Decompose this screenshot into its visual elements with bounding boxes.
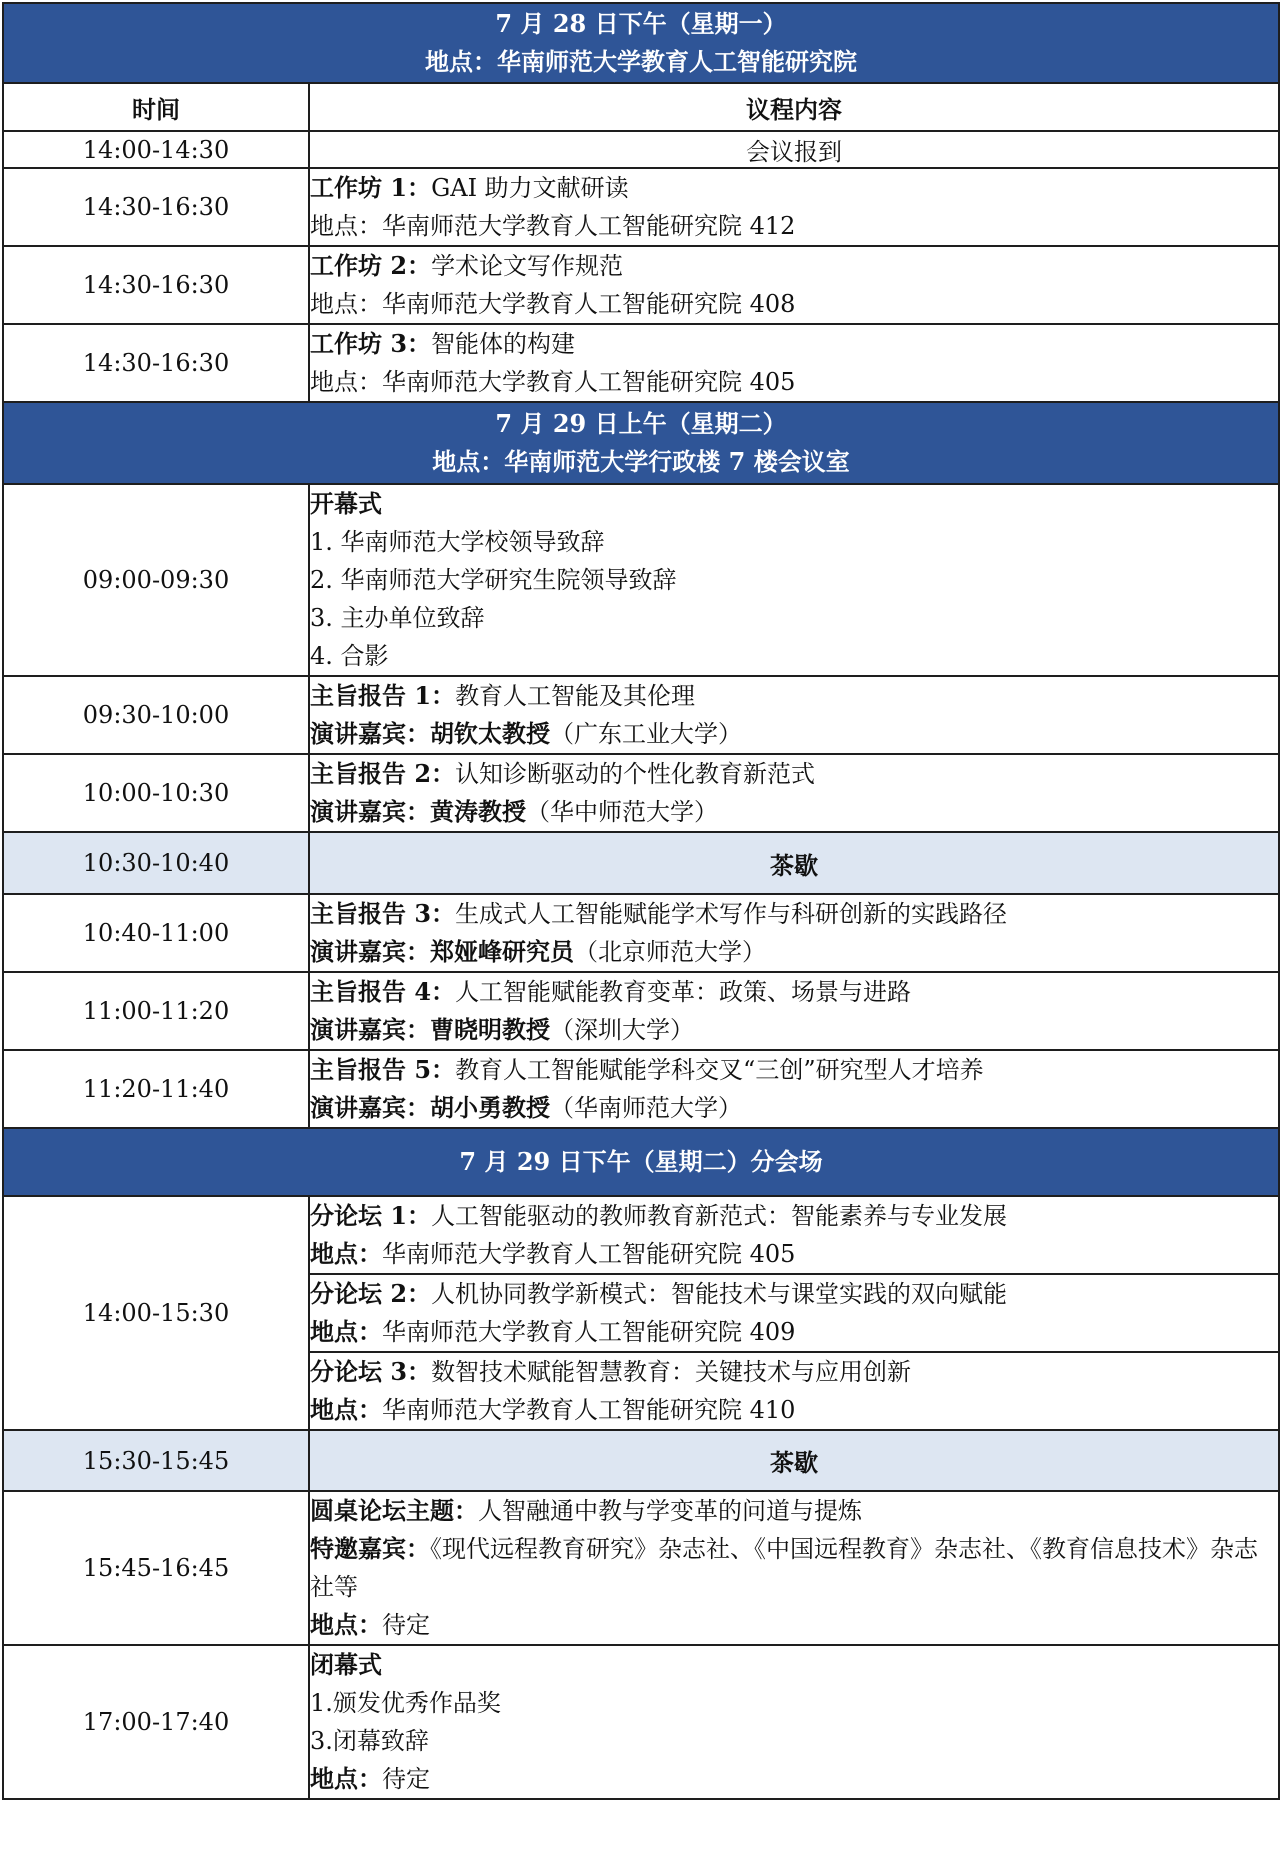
list-item: 4. 合影 bbox=[310, 642, 389, 670]
table-row bbox=[3, 131, 1279, 168]
item-topic: 人智融通中教与学变革的问道与提炼 bbox=[478, 1497, 862, 1525]
agenda-cell bbox=[309, 246, 1279, 324]
location-label: 地点： bbox=[310, 1764, 382, 1793]
table-row bbox=[3, 894, 1279, 972]
table-row bbox=[3, 1196, 1279, 1274]
tea-break-row bbox=[3, 1430, 1279, 1491]
time-cell: 11:20-11:40 bbox=[3, 1050, 309, 1128]
table-row bbox=[3, 972, 1279, 1050]
item-topic: 生成式人工智能赋能学术写作与科研创新的实践路径 bbox=[455, 900, 1008, 928]
location-label: 地点： bbox=[310, 1317, 382, 1346]
agenda-cell bbox=[309, 1645, 1279, 1799]
table-row bbox=[3, 1645, 1279, 1799]
agenda-cell bbox=[309, 972, 1279, 1050]
item-label: 工作坊 1： bbox=[310, 173, 432, 202]
time-cell: 14:00-14:30 bbox=[3, 131, 309, 168]
list-item: 2. 华南师范大学研究生院领导致辞 bbox=[310, 566, 677, 594]
agenda-cell bbox=[309, 324, 1279, 402]
time-cell: 11:00-11:20 bbox=[3, 972, 309, 1050]
location-value: 待定 bbox=[382, 1611, 430, 1639]
section-location: 地点：华南师范大学教育人工智能研究院 bbox=[425, 47, 857, 76]
time-cell: 15:45-16:45 bbox=[3, 1491, 309, 1645]
agenda-cell: 茶歇 bbox=[309, 832, 1279, 894]
table-row bbox=[3, 1491, 1279, 1645]
speaker-label: 演讲嘉宾： bbox=[310, 937, 430, 966]
item-topic: 数智技术赋能智慧教育：关键技术与应用创新 bbox=[431, 1358, 912, 1386]
table-row bbox=[3, 484, 1279, 676]
section-title: 7 月 28 日下午（星期一） bbox=[495, 9, 787, 38]
time-cell: 10:40-11:00 bbox=[3, 894, 309, 972]
location-value: 华南师范大学教育人工智能研究院 405 bbox=[382, 368, 796, 396]
location-value: 华南师范大学教育人工智能研究院 412 bbox=[382, 212, 796, 240]
location-label: 地点： bbox=[310, 290, 382, 318]
time-cell: 09:00-09:30 bbox=[3, 484, 309, 676]
location-value: 华南师范大学教育人工智能研究院 409 bbox=[382, 1318, 796, 1346]
item-topic: 教育人工智能赋能学科交叉“三创”研究型人才培养 bbox=[455, 1056, 984, 1084]
section-title: 7 月 29 日下午（星期二）分会场 bbox=[459, 1147, 823, 1176]
speaker-name: 郑娅峰研究员 bbox=[430, 937, 574, 966]
time-cell: 17:00-17:40 bbox=[3, 1645, 309, 1799]
section-header-day2-pm bbox=[3, 1128, 1279, 1196]
speaker-label: 演讲嘉宾： bbox=[310, 719, 430, 748]
agenda-cell bbox=[309, 1491, 1279, 1645]
item-label: 主旨报告 4： bbox=[310, 977, 456, 1006]
column-header-row bbox=[3, 83, 1279, 131]
item-title: 闭幕式 bbox=[310, 1650, 382, 1679]
item-topic: 学术论文写作规范 bbox=[431, 252, 624, 280]
table-row bbox=[3, 246, 1279, 324]
guest-list: 《现代远程教育研究》杂志社、《中国远程教育》杂志社、《教育信息技术》杂志社等 bbox=[310, 1535, 1258, 1601]
agenda-cell bbox=[309, 1352, 1279, 1430]
item-label: 工作坊 2： bbox=[310, 251, 432, 280]
item-label: 主旨报告 1： bbox=[310, 681, 456, 710]
table-row bbox=[3, 168, 1279, 246]
item-label: 主旨报告 5： bbox=[310, 1055, 456, 1084]
time-cell: 14:30-16:30 bbox=[3, 246, 309, 324]
agenda-cell bbox=[309, 1196, 1279, 1274]
section-header-day2-am bbox=[3, 402, 1279, 484]
location-label: 地点： bbox=[310, 1610, 382, 1639]
speaker-org: （北京师范大学） bbox=[574, 938, 766, 966]
agenda-cell bbox=[309, 1050, 1279, 1128]
item-topic: 认知诊断驱动的个性化教育新范式 bbox=[455, 760, 816, 788]
location-label: 地点： bbox=[310, 1239, 382, 1268]
agenda-cell: 会议报到 bbox=[309, 131, 1279, 168]
list-item: 1.颁发优秀作品奖 bbox=[310, 1689, 501, 1717]
speaker-name: 胡小勇教授 bbox=[430, 1093, 550, 1122]
time-cell: 15:30-15:45 bbox=[3, 1430, 309, 1491]
location-label: 地点： bbox=[310, 368, 382, 396]
item-topic: 人工智能驱动的教师教育新范式：智能素养与专业发展 bbox=[431, 1202, 1008, 1230]
item-label: 主旨报告 3： bbox=[310, 899, 456, 928]
time-cell: 10:30-10:40 bbox=[3, 832, 309, 894]
item-topic: 智能体的构建 bbox=[431, 330, 576, 358]
speaker-org: （华南师范大学） bbox=[550, 1094, 742, 1122]
speaker-name: 胡钦太教授 bbox=[430, 719, 550, 748]
speaker-label: 演讲嘉宾： bbox=[310, 797, 430, 826]
location-value: 华南师范大学教育人工智能研究院 405 bbox=[382, 1240, 796, 1268]
location-label: 地点： bbox=[310, 1395, 382, 1424]
item-topic: 人机协同教学新模式：智能技术与课堂实践的双向赋能 bbox=[431, 1280, 1008, 1308]
item-label: 工作坊 3： bbox=[310, 329, 432, 358]
location-value: 华南师范大学教育人工智能研究院 408 bbox=[382, 290, 796, 318]
table-row bbox=[3, 754, 1279, 832]
column-header-time: 时间 bbox=[3, 83, 309, 131]
time-cell: 10:00-10:30 bbox=[3, 754, 309, 832]
speaker-org: （广东工业大学） bbox=[550, 720, 742, 748]
agenda-cell bbox=[309, 168, 1279, 246]
table-row bbox=[3, 324, 1279, 402]
location-value: 华南师范大学教育人工智能研究院 410 bbox=[382, 1396, 796, 1424]
section-header-day1 bbox=[3, 3, 1279, 83]
section-title: 7 月 29 日上午（星期二） bbox=[495, 409, 787, 438]
speaker-org: （华中师范大学） bbox=[526, 798, 718, 826]
speaker-label: 演讲嘉宾： bbox=[310, 1015, 430, 1044]
speaker-org: （深圳大学） bbox=[550, 1016, 694, 1044]
time-cell: 14:00-15:30 bbox=[3, 1196, 309, 1430]
time-cell: 09:30-10:00 bbox=[3, 676, 309, 754]
speaker-name: 曹晓明教授 bbox=[430, 1015, 550, 1044]
table-row bbox=[3, 1050, 1279, 1128]
table-row bbox=[3, 676, 1279, 754]
agenda-cell bbox=[309, 894, 1279, 972]
column-header-agenda: 议程内容 bbox=[309, 83, 1279, 131]
list-item: 3. 主办单位致辞 bbox=[310, 604, 485, 632]
agenda-cell bbox=[309, 1274, 1279, 1352]
guest-label: 特邀嘉宾： bbox=[310, 1534, 430, 1563]
item-label: 分论坛 1： bbox=[310, 1201, 432, 1230]
list-item: 1. 华南师范大学校领导致辞 bbox=[310, 528, 605, 556]
item-topic: 人工智能赋能教育变革：政策、场景与进路 bbox=[455, 978, 912, 1006]
location-value: 待定 bbox=[382, 1765, 430, 1793]
item-topic: GAI 助力文献研读 bbox=[431, 174, 629, 202]
item-label: 主旨报告 2： bbox=[310, 759, 456, 788]
agenda-cell: 茶歇 bbox=[309, 1430, 1279, 1491]
agenda-cell bbox=[309, 676, 1279, 754]
item-title: 开幕式 bbox=[310, 489, 382, 518]
speaker-label: 演讲嘉宾： bbox=[310, 1093, 430, 1122]
item-label: 圆桌论坛主题： bbox=[310, 1496, 478, 1525]
agenda-table bbox=[2, 2, 1280, 1800]
speaker-name: 黄涛教授 bbox=[430, 797, 526, 826]
time-cell: 14:30-16:30 bbox=[3, 168, 309, 246]
agenda-cell bbox=[309, 754, 1279, 832]
time-cell: 14:30-16:30 bbox=[3, 324, 309, 402]
agenda-cell bbox=[309, 484, 1279, 676]
item-topic: 教育人工智能及其伦理 bbox=[455, 682, 696, 710]
list-item: 3.闭幕致辞 bbox=[310, 1727, 429, 1755]
item-label: 分论坛 3： bbox=[310, 1357, 432, 1386]
location-label: 地点： bbox=[310, 212, 382, 240]
section-location: 地点：华南师范大学行政楼 7 楼会议室 bbox=[432, 447, 850, 476]
item-label: 分论坛 2： bbox=[310, 1279, 432, 1308]
tea-break-row bbox=[3, 832, 1279, 894]
